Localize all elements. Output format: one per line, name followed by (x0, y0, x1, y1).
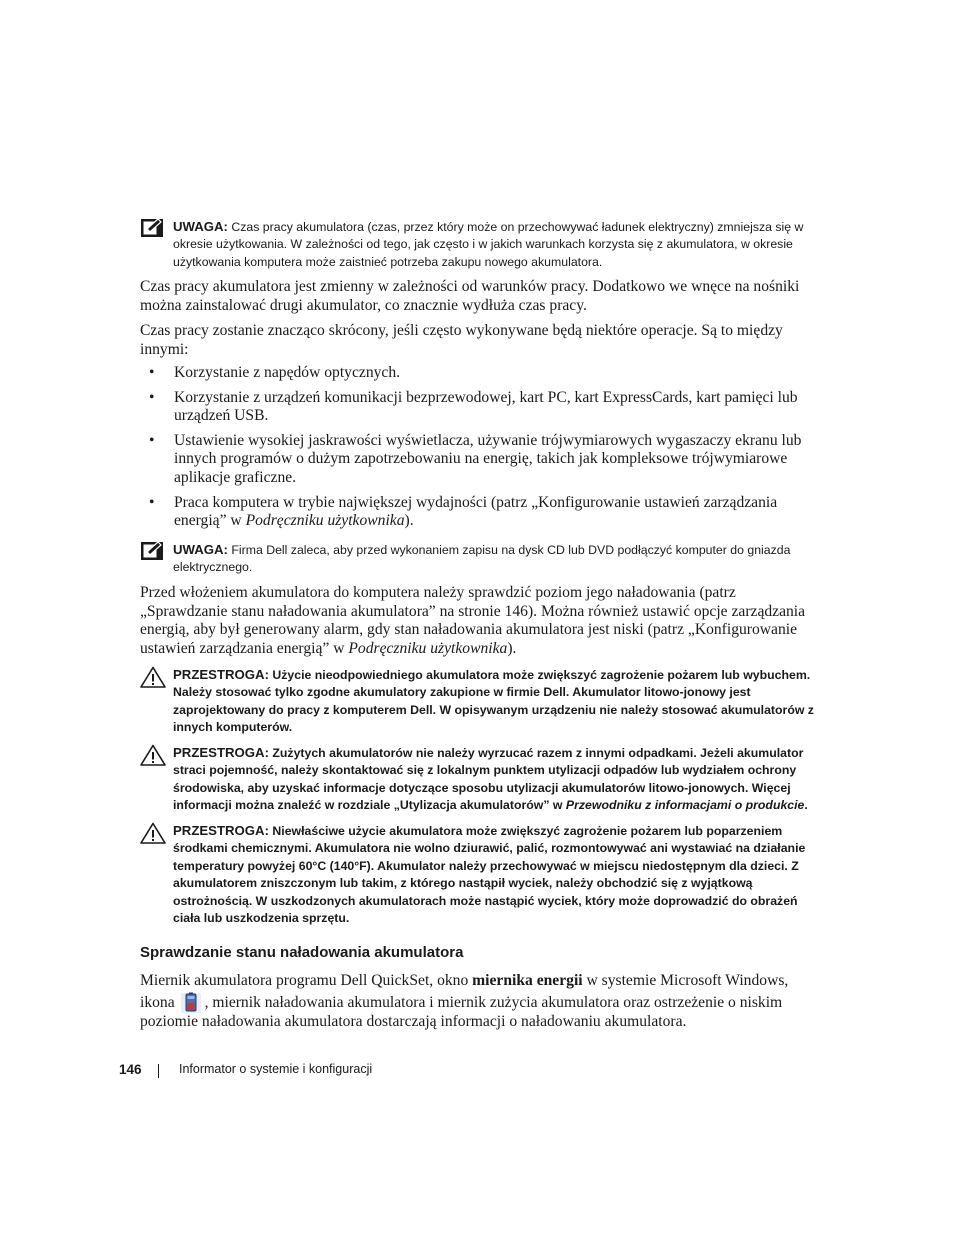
footer-title: Informator o systemie i konfiguracji (179, 1062, 373, 1076)
bullet-icon: • (149, 364, 155, 381)
list-item: • Korzystanie z napędów optycznych. (149, 364, 401, 381)
section-heading: Sprawdzanie stanu naładowania akumulatora (140, 944, 464, 961)
caution-box (140, 822, 820, 927)
warning-triangle-icon (140, 822, 166, 844)
paragraph: Czas pracy zostanie znacząco skrócony, jeśli często wykonywane będą niektóre operacje. Są to między innymi: (140, 322, 783, 358)
bullet-icon: • (149, 388, 155, 406)
note-label: UWAGA: (173, 542, 228, 557)
paragraph: Czas pracy akumulatora jest zmienny w zależności od warunków pracy. Dodatkowo we wnęce na nośniki można zainstalować drugi akumulator, co znacznie wydłuża czas pracy. (140, 278, 800, 314)
caution-text: PRZESTROGA: Niewłaściwe użycie akumulatora może zwiększyć zagrożenie pożarem lub poparzeniem środkami chemicznymi. Akumulatora nie wolno dziurawić, palić, rozmontowywać ani wystawiać na działanie temperatury powyżej 60°C (140°F). Akumulator należy przechowywać w miejscu niedostępnym dla dzieci. Z akumulatorem zniszczonym lub takim, z którego nastąpił wyciek, należy obchodzić się z wyjątkową ostrożnością. W uszkodzonych akumulatorach może nastąpić wyciek, który może doprowadzić do obrażeń ciała lub uszkodzenia sprzętu. (173, 823, 806, 926)
page-number: 146 (119, 1062, 142, 1077)
caution-text: PRZESTROGA: Użycie nieodpowiedniego akumulatora może zwiększyć zagrożenie pożarem lub wybuchem. Należy stosować tylko zgodne akumulatory zakupione w firmie Dell. Akumulator litowo-jonowy jest zaprojektowany do pracy z komputerem Dell. W opisywanym urządzeniu nie należy stosować akumulatorów z innych komputerów. (173, 667, 814, 735)
list-item: • Ustawienie wysokiej jaskrawości wyświetlacza, używanie trójwymiarowych wygaszaczy ekranu lub innych programów o dużym zapotrzebowaniu na energię, takich jak kompleksowe trójwymiarowe aplikacje graficzne. (149, 431, 802, 486)
note-text: UWAGA: Firma Dell zaleca, aby przed wykonaniem zapisu na dysk CD lub DVD podłączyć komputer do gniazda elektrycznego. (173, 542, 791, 575)
list-item: • Praca komputera w trybie największej wydajności (patrz „Konfigurowanie ustawień zarządzania energią” w Podręczniku użytkownika). (149, 493, 778, 530)
note-text: UWAGA: Czas pracy akumulatora (czas, przez który może on przechowywać ładunek elektryczny) zmniejsza się w okresie użytkowania. W zależności od tego, jak często i w jakich warunkach korzysta się z akumulatora, w okresie użytkowania komputera może zaistnieć potrzeba zakupu nowego akumulatora. (173, 219, 804, 269)
bullet-icon: • (149, 431, 155, 449)
caution-text: PRZESTROGA: Zużytych akumulatorów nie należy wyrzucać razem z innymi odpadkami. Jeżeli akumulator straci pojemność, należy skontaktować się z lokalnym punktem utylizacji odpadów lub wydziałem ochrony środowiska, aby uzyskać informacje dotyczące sposobu utylizacji akumulatorów litowo-jonowych. Więcej informacji można znaleźć w rozdziale „Utylizacja akumulatorów” w Przewodniku z informacjami o produkcie. (173, 745, 808, 813)
bullet-list (140, 364, 820, 537)
note-box (140, 541, 820, 577)
footer-divider (158, 1064, 159, 1078)
battery-meter-icon (181, 991, 201, 1013)
paragraph: Miernik akumulatora programu Dell QuickSet, okno miernika energii w systemie Microsoft Windows, ikona , miernik naładowania akumulatora i miernik zużycia akumulatora oraz ostrzeżenie o niskim poziomie naładowania akumulatora dostarczają informacji o naładowaniu akumulatora. (140, 972, 789, 1030)
caution-box (140, 744, 820, 815)
note-box (140, 218, 820, 271)
bullet-icon: • (149, 493, 155, 511)
caution-label: PRZESTROGA: (173, 745, 269, 760)
paragraph: Przed włożeniem akumulatora do komputera należy sprawdzić poziom jego naładowania (patrz „Sprawdzanie stanu naładowania akumulatora” na stronie 146). Można również ustawić opcje zarządzania energią, aby był generowany alarm, gdy stan naładowania akumulatora jest niski (patrz „Konfigurowanie ustawień zarządzania energią” w Podręczniku użytkownika). (140, 584, 806, 657)
warning-triangle-icon (140, 744, 166, 766)
list-item: • Korzystanie z urządzeń komunikacji bezprzewodowej, kart PC, kart ExpressCards, kart pamięci lub urządzeń USB. (149, 388, 798, 425)
note-pencil-icon (140, 218, 164, 238)
caution-label: PRZESTROGA: (173, 823, 269, 838)
caution-label: PRZESTROGA: (173, 667, 269, 682)
note-pencil-icon (140, 541, 164, 561)
note-label: UWAGA: (173, 219, 228, 234)
caution-box (140, 666, 820, 737)
warning-triangle-icon (140, 666, 166, 688)
